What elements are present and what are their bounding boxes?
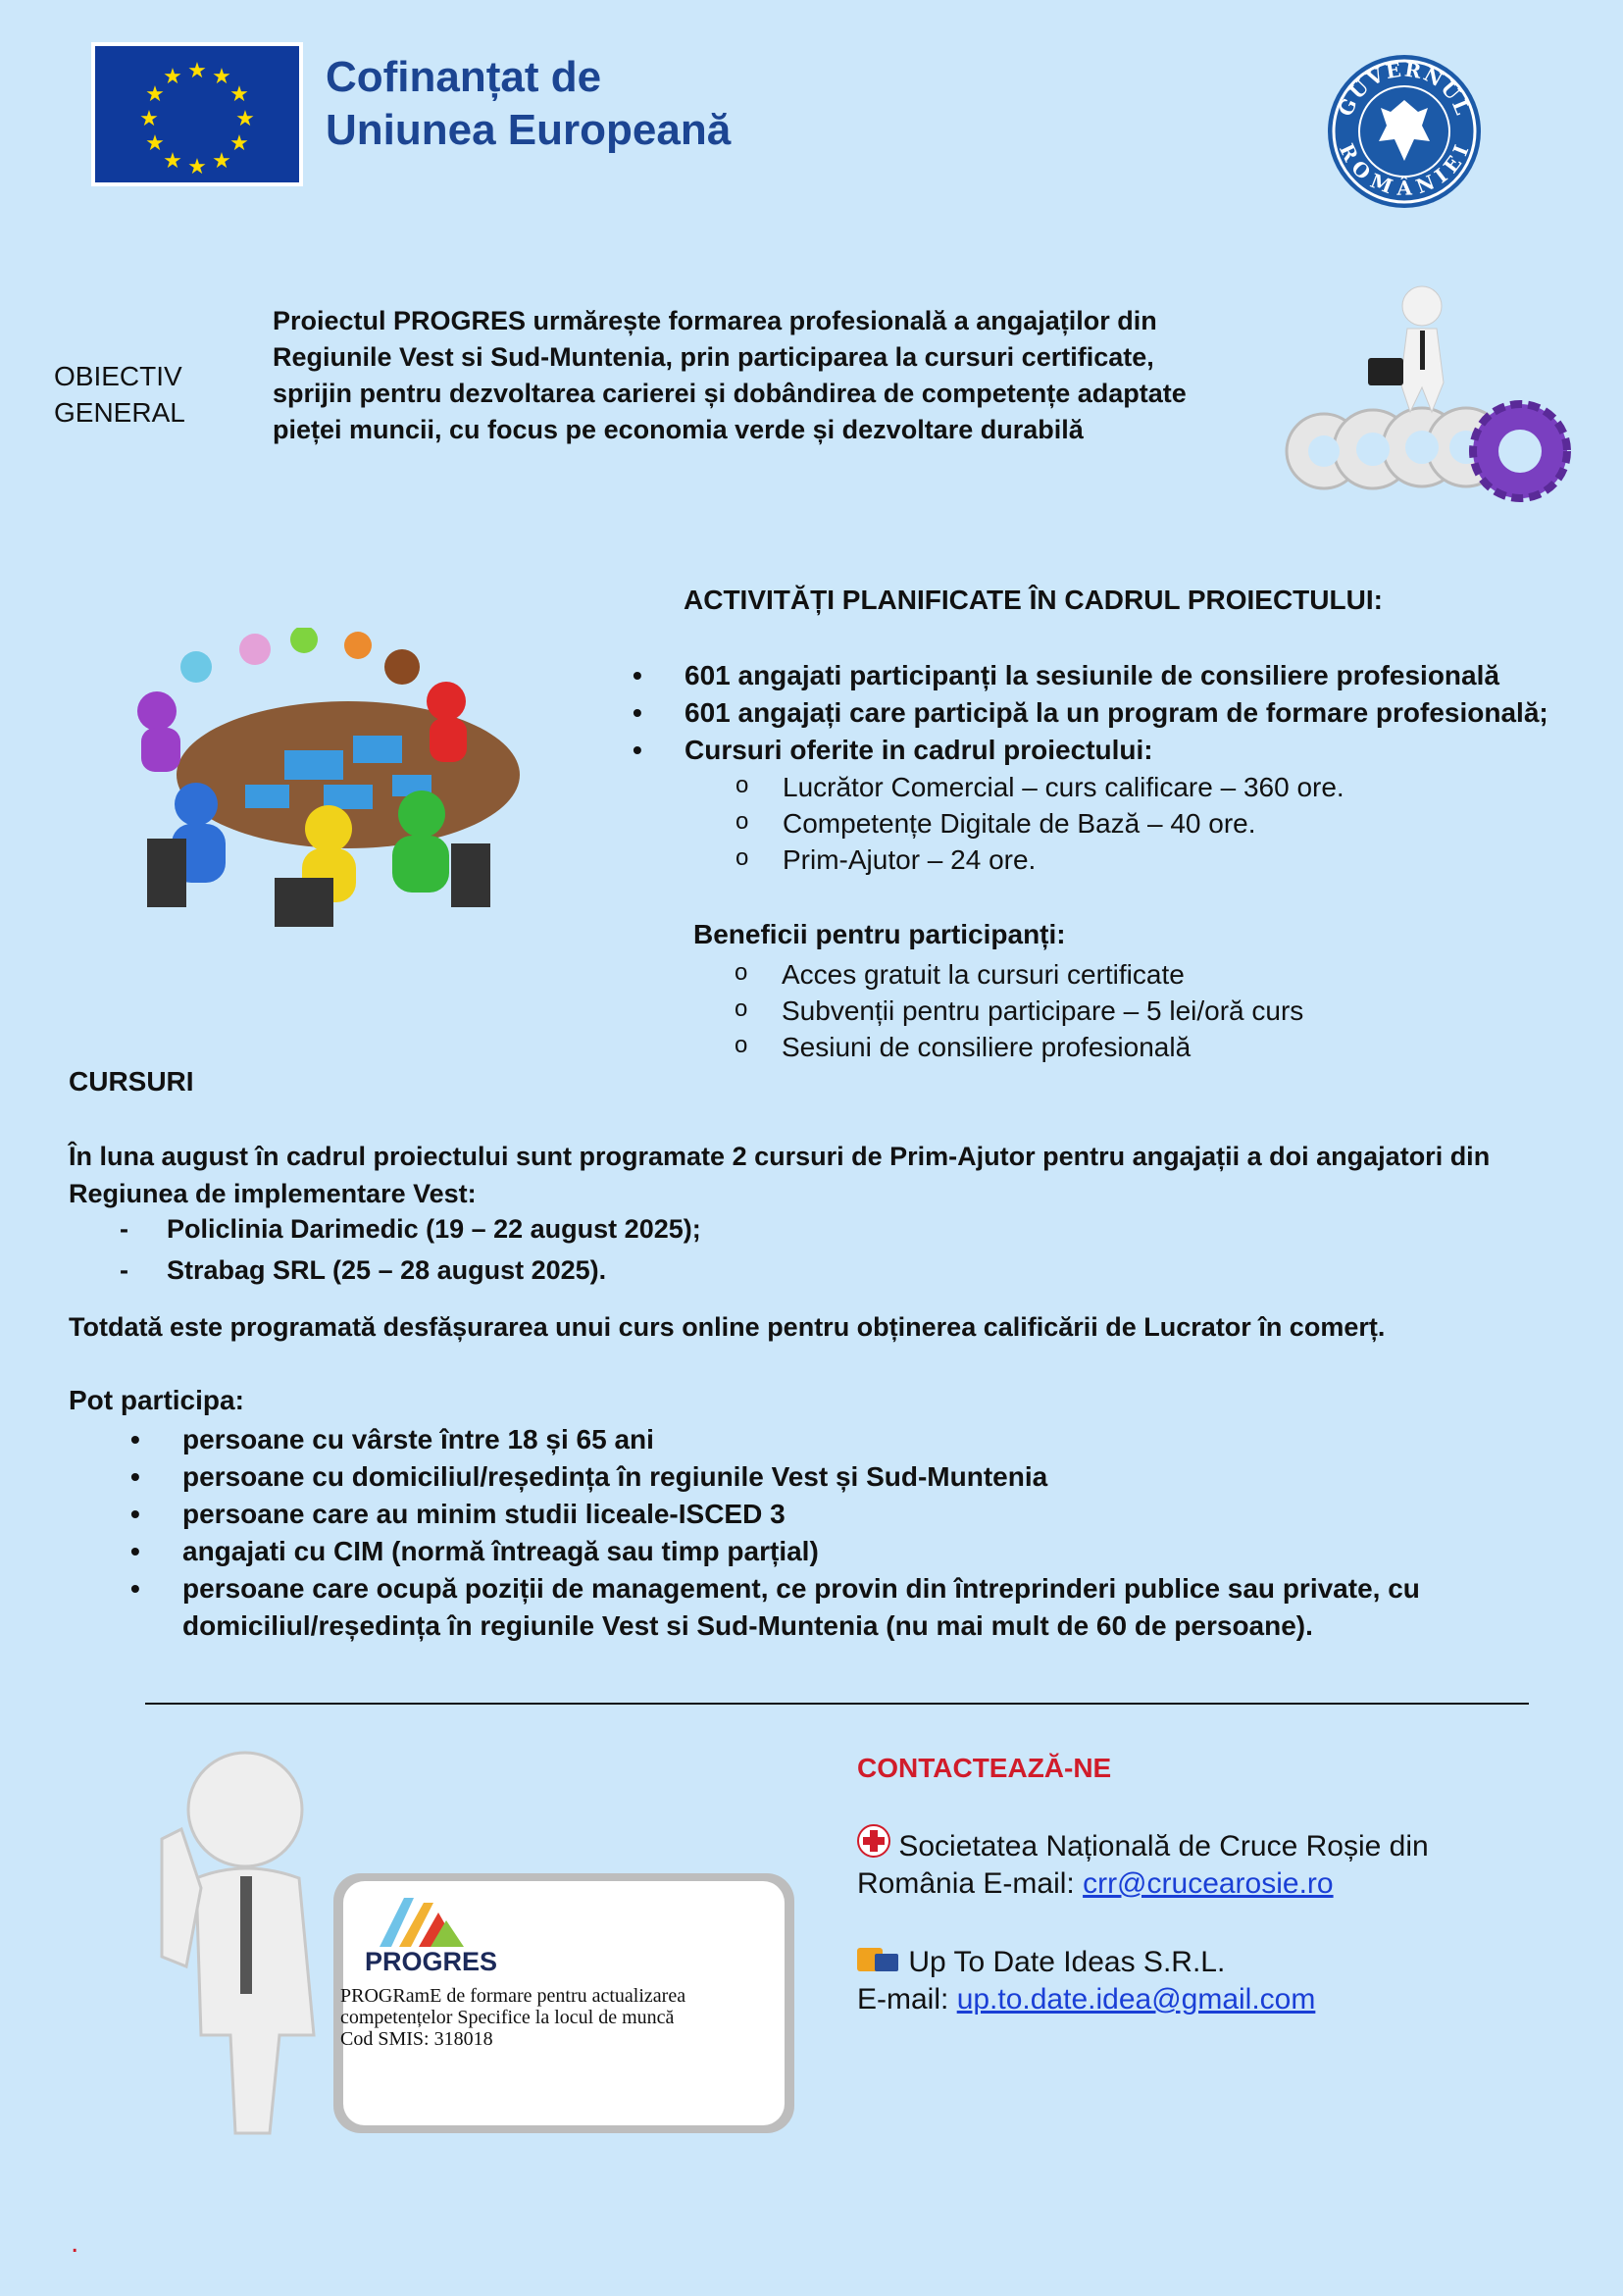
red-cross-name: Societatea Națională de Cruce Roșie din [898,1830,1429,1862]
svg-text:★: ★ [235,107,255,131]
red-cross-email-link[interactable]: crr@crucearosie.ro [1083,1867,1334,1900]
course-item: o Lucrător Comercial – curs calificare – 360 ore. [685,769,1548,805]
footer-mark: . [71,2226,79,2259]
course-item: o Competențe Digitale de Bază – 40 ore. [685,805,1548,842]
progres-board-text [340,1985,772,2050]
uptodate-name: Up To Date Ideas S.R.L. [908,1946,1226,1978]
svg-text:★: ★ [163,149,182,174]
activity-text: 601 angajați care participă la un program de formare profesională; [685,697,1548,728]
eu-cofinancing-text [326,51,731,157]
seal-bottom-text: ROMÂNIEI [1335,139,1475,200]
board-line: PROGRamE de formare pentru actualizarea [340,1985,686,2007]
eu-stars-icon [95,46,299,182]
svg-text:★: ★ [145,82,165,107]
eu-flag-logo [91,42,303,186]
objective-line: pieței muncii, cu focus pe economia verde și dezvoltare durabilă [273,415,1084,444]
contact-red-cross [857,1824,1429,1903]
session-item: - Policlinia Darimedic (19 – 22 august 2025); [69,1208,701,1250]
objective-line: sprijin pentru dezvoltarea carierei și dobândirea de competențe adaptate [273,379,1187,408]
eligibility-label: Pot participa: [69,1385,244,1415]
cursuri-label: CURSURI [69,1066,194,1097]
svg-text:★: ★ [229,82,249,107]
contact-uptodate [857,1944,1315,2018]
seal-top-text: GUVERNUL [1333,57,1476,120]
man-on-gears-illustration [1275,275,1579,510]
sessions-list [69,1208,701,1291]
svg-text:★: ★ [139,107,159,131]
contact-title: CONTACTEAZĂ-NE [857,1753,1112,1783]
board-line: Cod SMIS: 318018 [340,2028,493,2050]
objective-line: Proiectul PROGRES urmărește formarea profesională a angajaților din [273,306,1157,335]
email-prefix: E-mail: [857,1983,957,2015]
uptodate-logo-icon [857,1944,900,1973]
eligibility-item: • persoane care au minim studii liceale-ISCED 3 [69,1496,1491,1533]
board-line: competențelor Specifice la locul de muncă [340,2007,675,2028]
online-course-text: Totdată este programată desfășurarea unui curs online pentru obținerea calificării de Lucrator în comerț. [69,1312,1386,1342]
activity-text: 601 angajati participanți la sesiunile de consiliere profesională [685,660,1499,690]
eligibility-item: • angajati cu CIM (normă întreagă sau timp parțial) [69,1533,1491,1570]
eligibility-item: • persoane care ocupă poziții de management, ce provin din întreprinderi publice sau private, cu domiciliul/reședința în regiunile Vest si Sud-Muntenia (nu mai mult de 60 de persoane). [69,1570,1491,1645]
august-courses-text: În luna august în cadrul proiectului sunt programate 2 cursuri de Prim-Ajutor pentru angajații a doi angajatori din Regiunea de implementare Vest: [69,1142,1491,1208]
benefit-item: o Subvenții pentru participare – 5 lei/oră curs [684,993,1303,1029]
objective-line: Regiunile Vest si Sud-Muntenia, prin participarea la cursuri certificate, [273,342,1154,372]
government-seal-logo [1324,51,1486,213]
eu-line-1: Cofinanțat de [326,53,602,101]
eligibility-list [69,1421,1491,1645]
objective-label [54,358,185,431]
svg-text:★: ★ [163,65,182,89]
benefit-item: o Sesiuni de consiliere profesională [684,1029,1303,1065]
objective-label-line-1: OBIECTIV [54,361,182,391]
round-table-puzzle-illustration [127,628,569,932]
red-cross-icon [857,1824,890,1858]
progres-logo-icon [370,1893,478,1952]
courses-list [685,769,1548,878]
list-item [628,657,1548,694]
eligibility-item: • persoane cu vârste între 18 și 65 ani [69,1421,1491,1458]
svg-text:★: ★ [212,149,231,174]
eu-line-2: Uniunea Europeană [326,106,732,154]
activities-list [628,657,1548,878]
svg-text:★: ★ [187,155,207,179]
benefit-item: o Acces gratuit la cursuri certificate [684,956,1303,993]
list-item [628,732,1548,878]
email-prefix: România E-mail: [857,1867,1084,1900]
benefits-title: Beneficii pentru participanți: [693,919,1066,949]
benefits-list [684,956,1303,1065]
course-item: o Prim-Ajutor – 24 ore. [685,842,1548,878]
progres-logo-text: PROGRES [365,1947,498,1976]
activities-title: ACTIVITĂȚI PLANIFICATE ÎN CADRUL PROIECTULUI: [684,585,1383,615]
section-divider [145,1703,1529,1705]
svg-text:★: ★ [212,65,231,89]
eligibility-item: • persoane cu domiciliul/reședința în regiunile Vest și Sud-Muntenia [69,1458,1491,1496]
svg-text:★: ★ [187,59,207,83]
session-item: - Strabag SRL (25 – 28 august 2025). [69,1250,701,1291]
svg-text:★: ★ [145,131,165,156]
list-item [628,694,1548,732]
svg-text:★: ★ [229,131,249,156]
objective-label-line-2: GENERAL [54,397,185,428]
activity-text: Cursuri oferite in cadrul proiectului: [685,735,1153,765]
objective-text [273,303,1224,448]
uptodate-email-link[interactable]: up.to.date.idea@gmail.com [956,1983,1316,2015]
